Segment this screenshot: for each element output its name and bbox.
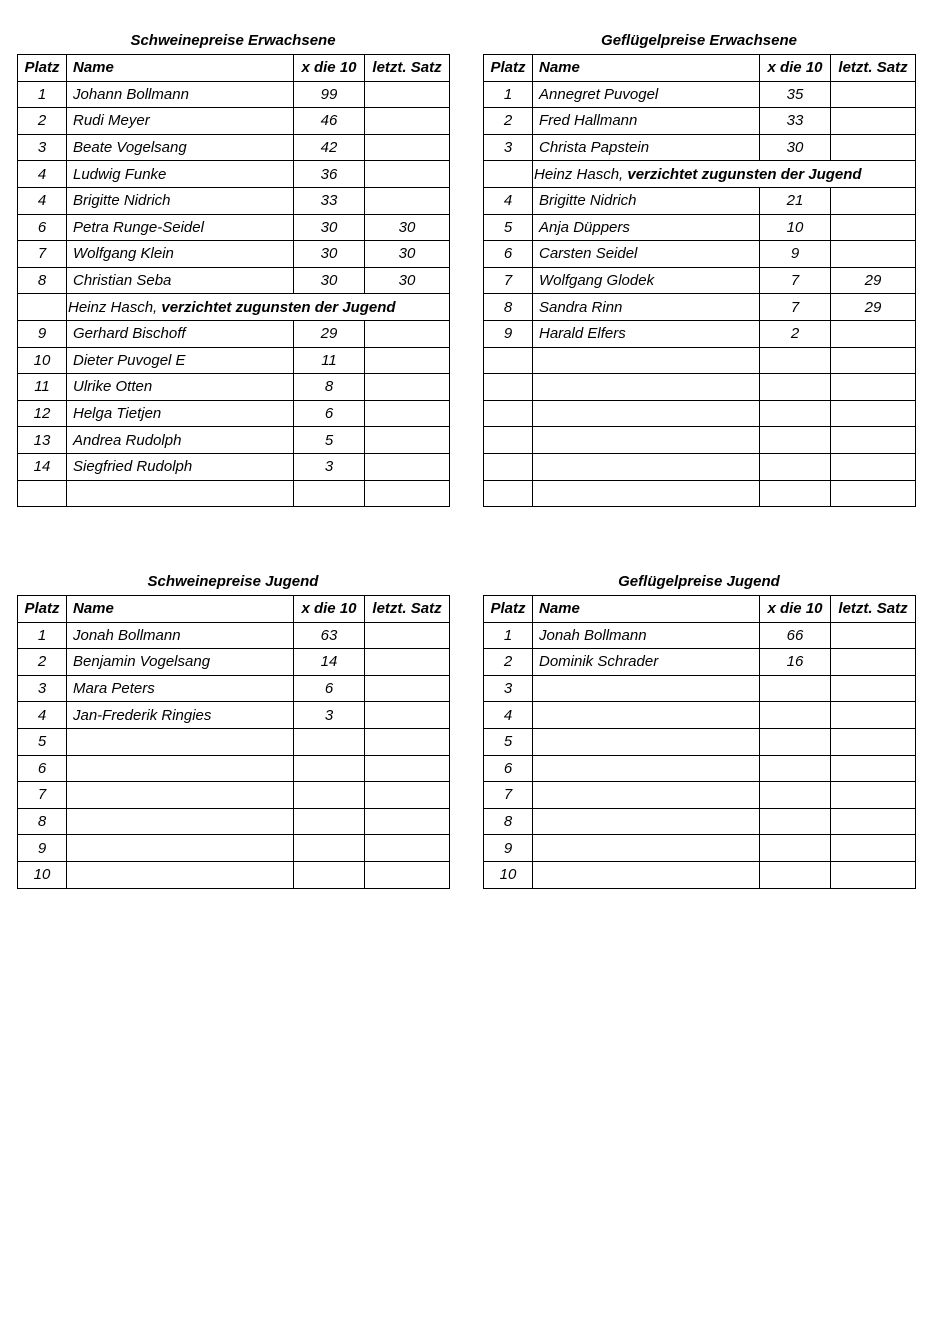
cell-name: Mara Peters [67, 675, 294, 702]
cell-platz: 5 [484, 214, 533, 241]
cell-x-die-10 [760, 427, 831, 454]
cell-x-die-10: 3 [294, 453, 365, 480]
cell-platz: 9 [484, 835, 533, 862]
cell-name [533, 427, 760, 454]
cell-x-die-10 [294, 835, 365, 862]
cell-platz: 2 [18, 649, 67, 676]
cell-name: Wolfgang Klein [67, 241, 294, 268]
cell-x-die-10 [760, 453, 831, 480]
cell-platz: 3 [18, 675, 67, 702]
table-row [484, 294, 916, 321]
table-title: Schweinepreise Jugend [147, 573, 319, 590]
note-name: Heinz Hasch, [534, 165, 628, 183]
cell-letzt-satz [365, 702, 450, 729]
cell-platz: 1 [484, 81, 533, 108]
cell-name: Jonah Bollmann [533, 622, 760, 649]
cell-platz: 8 [484, 808, 533, 835]
note-text: verzichtet zugunsten der Jugend [627, 165, 862, 183]
cell-platz: 2 [484, 108, 533, 135]
cell-name: Brigitte Nidrich [67, 187, 294, 214]
cell-name: Johann Bollmann [67, 81, 294, 108]
cell-name [67, 782, 294, 809]
table-row [484, 214, 916, 241]
cell-letzt-satz [365, 861, 450, 888]
cell-x-die-10: 35 [760, 81, 831, 108]
cell-x-die-10 [760, 782, 831, 809]
table-block-schwein-jugend [17, 568, 449, 889]
header-x-die-10: x die 10 [294, 596, 365, 623]
table-row [484, 81, 916, 108]
cell-letzt-satz [365, 480, 450, 507]
table-row [484, 808, 916, 835]
cell-platz: 14 [18, 453, 67, 480]
table-row [18, 755, 450, 782]
header-letzt-satz: letzt. Satz [831, 55, 916, 82]
cell-platz: 7 [484, 267, 533, 294]
cell-x-die-10: 6 [294, 400, 365, 427]
cell-letzt-satz: 30 [365, 241, 450, 268]
cell-name [533, 702, 760, 729]
cell-letzt-satz: 30 [365, 267, 450, 294]
table-row [18, 187, 450, 214]
cell-name: Andrea Rudolph [67, 427, 294, 454]
cell-letzt-satz [365, 320, 450, 347]
table-title: Geflügelpreise Erwachsene [601, 32, 797, 49]
cell-name: Dominik Schrader [533, 649, 760, 676]
cell-x-die-10: 14 [294, 649, 365, 676]
table-row [484, 267, 916, 294]
cell-letzt-satz [831, 835, 916, 862]
cell-name [533, 728, 760, 755]
cell-letzt-satz [365, 675, 450, 702]
cell-letzt-satz [831, 755, 916, 782]
cell-letzt-satz [365, 427, 450, 454]
cell-x-die-10: 7 [760, 294, 831, 321]
header-platz: Platz [18, 55, 67, 82]
cell-platz: 1 [484, 622, 533, 649]
cell-letzt-satz [831, 214, 916, 241]
cell-platz: 2 [484, 649, 533, 676]
cell-name: Christa Papstein [533, 134, 760, 161]
cell-platz: 12 [18, 400, 67, 427]
cell-x-die-10 [760, 861, 831, 888]
header-name: Name [67, 55, 294, 82]
results-table [483, 54, 916, 507]
cell-letzt-satz [831, 400, 916, 427]
table-row [484, 400, 916, 427]
table-row [18, 835, 450, 862]
cell-name [533, 782, 760, 809]
cell-platz [18, 480, 67, 507]
cell-x-die-10: 30 [294, 214, 365, 241]
cell-x-die-10: 30 [760, 134, 831, 161]
cell-x-die-10: 99 [294, 81, 365, 108]
cell-letzt-satz: 29 [831, 267, 916, 294]
table-row [18, 81, 450, 108]
cell-name: Christian Seba [67, 267, 294, 294]
header-platz: Platz [484, 55, 533, 82]
cell-platz: 9 [484, 320, 533, 347]
table-row [484, 782, 916, 809]
cell-name [533, 374, 760, 401]
cell-platz: 9 [18, 835, 67, 862]
cell-name: Gerhard Bischoff [67, 320, 294, 347]
table-row [18, 400, 450, 427]
cell-platz: 4 [18, 702, 67, 729]
cell-x-die-10 [760, 728, 831, 755]
table-row [484, 241, 916, 268]
cell-x-die-10: 33 [294, 187, 365, 214]
table-row [484, 835, 916, 862]
cell-platz: 1 [18, 622, 67, 649]
table-row [18, 347, 450, 374]
table-title: Schweinepreise Erwachsene [130, 32, 336, 49]
cell-letzt-satz [365, 453, 450, 480]
table-row [484, 728, 916, 755]
cell-platz: 4 [484, 702, 533, 729]
cell-platz: 7 [18, 241, 67, 268]
cell-letzt-satz [831, 649, 916, 676]
cell-letzt-satz [365, 755, 450, 782]
cell-letzt-satz [831, 808, 916, 835]
cell-name: Jan-Frederik Ringies [67, 702, 294, 729]
cell-letzt-satz [831, 622, 916, 649]
cell-x-die-10 [760, 675, 831, 702]
cell-x-die-10: 42 [294, 134, 365, 161]
cell-name [533, 675, 760, 702]
cell-x-die-10: 33 [760, 108, 831, 135]
cell-name [67, 861, 294, 888]
cell-x-die-10 [760, 835, 831, 862]
cell-x-die-10 [760, 400, 831, 427]
table-row [18, 480, 450, 507]
cell-letzt-satz [365, 81, 450, 108]
cell-name [533, 347, 760, 374]
cell-name [533, 835, 760, 862]
cell-name: Anja Düppers [533, 214, 760, 241]
cell-letzt-satz [365, 161, 450, 188]
header-x-die-10: x die 10 [760, 596, 831, 623]
cell-letzt-satz [831, 480, 916, 507]
table-row [18, 241, 450, 268]
cell-x-die-10: 2 [760, 320, 831, 347]
cell-platz: 10 [18, 861, 67, 888]
header-letzt-satz: letzt. Satz [365, 596, 450, 623]
header-platz: Platz [18, 596, 67, 623]
cell-letzt-satz [365, 187, 450, 214]
cell-x-die-10: 9 [760, 241, 831, 268]
header-name: Name [533, 596, 760, 623]
cell-letzt-satz [831, 728, 916, 755]
cell-letzt-satz [831, 134, 916, 161]
cell-platz: 11 [18, 374, 67, 401]
table-row [18, 453, 450, 480]
cell-platz: 8 [484, 294, 533, 321]
header-name: Name [67, 596, 294, 623]
cell-letzt-satz [831, 187, 916, 214]
cell-letzt-satz [365, 808, 450, 835]
table-row [484, 480, 916, 507]
cell-letzt-satz [831, 108, 916, 135]
cell-x-die-10 [760, 480, 831, 507]
cell-letzt-satz [365, 347, 450, 374]
cell-name: Jonah Bollmann [67, 622, 294, 649]
table-row [484, 453, 916, 480]
table-row [484, 320, 916, 347]
header-row [18, 596, 450, 623]
cell-name: Rudi Meyer [67, 108, 294, 135]
cell-name: Helga Tietjen [67, 400, 294, 427]
table-row [18, 702, 450, 729]
cell-name: Annegret Puvogel [533, 81, 760, 108]
table-row [18, 622, 450, 649]
cell-platz: 7 [18, 782, 67, 809]
cell-platz [18, 294, 67, 321]
table-row [18, 320, 450, 347]
table-row [18, 782, 450, 809]
cell-letzt-satz [831, 861, 916, 888]
cell-platz: 4 [484, 187, 533, 214]
cell-platz: 6 [484, 755, 533, 782]
cell-name [533, 861, 760, 888]
cell-letzt-satz [365, 622, 450, 649]
cell-letzt-satz [365, 728, 450, 755]
table-row [484, 649, 916, 676]
cell-platz: 9 [18, 320, 67, 347]
cell-letzt-satz [831, 427, 916, 454]
cell-x-die-10: 3 [294, 702, 365, 729]
cell-name [67, 808, 294, 835]
cell-name: Fred Hallmann [533, 108, 760, 135]
table-row [18, 861, 450, 888]
header-letzt-satz: letzt. Satz [831, 596, 916, 623]
cell-x-die-10: 30 [294, 241, 365, 268]
table-row [18, 374, 450, 401]
cell-name: Dieter Puvogel E [67, 347, 294, 374]
cell-name: Ludwig Funke [67, 161, 294, 188]
cell-name: Harald Elfers [533, 320, 760, 347]
header-x-die-10: x die 10 [760, 55, 831, 82]
cell-platz: 2 [18, 108, 67, 135]
cell-x-die-10: 36 [294, 161, 365, 188]
cell-letzt-satz [365, 374, 450, 401]
table-row [18, 161, 450, 188]
cell-platz [484, 453, 533, 480]
cell-platz: 3 [18, 134, 67, 161]
cell-platz [484, 400, 533, 427]
cell-letzt-satz [831, 453, 916, 480]
cell-x-die-10 [294, 782, 365, 809]
table-row [18, 294, 450, 321]
cell-name: Siegfried Rudolph [67, 453, 294, 480]
cell-letzt-satz [831, 347, 916, 374]
cell-x-die-10 [294, 480, 365, 507]
cell-platz: 1 [18, 81, 67, 108]
cell-x-die-10 [294, 728, 365, 755]
cell-platz: 10 [484, 861, 533, 888]
cell-name [67, 480, 294, 507]
cell-letzt-satz [831, 702, 916, 729]
table-row [484, 675, 916, 702]
cell-x-die-10 [294, 808, 365, 835]
table-row [18, 214, 450, 241]
cell-platz: 10 [18, 347, 67, 374]
cell-name: Ulrike Otten [67, 374, 294, 401]
cell-platz: 8 [18, 808, 67, 835]
cell-platz: 6 [18, 214, 67, 241]
cell-x-die-10: 16 [760, 649, 831, 676]
cell-x-die-10: 21 [760, 187, 831, 214]
table-row [484, 134, 916, 161]
header-row [484, 596, 916, 623]
cell-name [533, 480, 760, 507]
cell-note [67, 294, 450, 321]
cell-name: Carsten Seidel [533, 241, 760, 268]
table-row [484, 861, 916, 888]
header-letzt-satz: letzt. Satz [365, 55, 450, 82]
cell-letzt-satz [365, 835, 450, 862]
table-block-schwein-erwachsene [17, 27, 449, 507]
cell-x-die-10: 11 [294, 347, 365, 374]
table-row [18, 728, 450, 755]
cell-letzt-satz: 29 [831, 294, 916, 321]
table-row [484, 374, 916, 401]
header-row [484, 55, 916, 82]
cell-x-die-10: 29 [294, 320, 365, 347]
table-row [18, 108, 450, 135]
table-row [18, 808, 450, 835]
cell-note [533, 161, 916, 188]
cell-x-die-10: 6 [294, 675, 365, 702]
cell-x-die-10 [760, 347, 831, 374]
cell-letzt-satz [831, 81, 916, 108]
cell-x-die-10 [294, 755, 365, 782]
cell-platz [484, 347, 533, 374]
cell-x-die-10 [760, 374, 831, 401]
table-row [484, 161, 916, 188]
header-platz: Platz [484, 596, 533, 623]
cell-letzt-satz [365, 108, 450, 135]
cell-platz: 8 [18, 267, 67, 294]
cell-name: Beate Vogelsang [67, 134, 294, 161]
results-table [17, 595, 450, 889]
table-row [18, 267, 450, 294]
cell-platz: 3 [484, 134, 533, 161]
cell-x-die-10: 10 [760, 214, 831, 241]
cell-letzt-satz [831, 241, 916, 268]
results-table [17, 54, 450, 507]
cell-name [533, 400, 760, 427]
cell-x-die-10: 7 [760, 267, 831, 294]
cell-platz: 6 [18, 755, 67, 782]
cell-name: Wolfgang Glodek [533, 267, 760, 294]
table-title: Geflügelpreise Jugend [618, 573, 780, 590]
cell-x-die-10: 63 [294, 622, 365, 649]
cell-name: Sandra Rinn [533, 294, 760, 321]
cell-name: Petra Runge-Seidel [67, 214, 294, 241]
cell-name [67, 728, 294, 755]
results-table [483, 595, 916, 889]
cell-x-die-10: 66 [760, 622, 831, 649]
table-row [484, 755, 916, 782]
cell-platz [484, 480, 533, 507]
cell-name [67, 755, 294, 782]
cell-name: Benjamin Vogelsang [67, 649, 294, 676]
cell-name [533, 808, 760, 835]
cell-platz [484, 161, 533, 188]
table-block-gefluegel-jugend [483, 568, 915, 889]
header-name: Name [533, 55, 760, 82]
table-row [18, 649, 450, 676]
table-row [18, 675, 450, 702]
cell-letzt-satz [831, 374, 916, 401]
cell-name: Brigitte Nidrich [533, 187, 760, 214]
cell-letzt-satz [831, 320, 916, 347]
table-row [484, 622, 916, 649]
cell-x-die-10: 8 [294, 374, 365, 401]
cell-platz: 4 [18, 187, 67, 214]
table-block-gefluegel-erwachsene [483, 27, 915, 507]
table-row [484, 702, 916, 729]
cell-platz: 3 [484, 675, 533, 702]
cell-x-die-10 [294, 861, 365, 888]
cell-name [533, 453, 760, 480]
cell-platz [484, 427, 533, 454]
cell-platz: 4 [18, 161, 67, 188]
table-row [484, 427, 916, 454]
cell-letzt-satz [831, 675, 916, 702]
cell-letzt-satz [365, 649, 450, 676]
cell-letzt-satz [365, 134, 450, 161]
cell-letzt-satz: 30 [365, 214, 450, 241]
cell-letzt-satz [831, 782, 916, 809]
header-row [18, 55, 450, 82]
cell-x-die-10: 30 [294, 267, 365, 294]
note-name: Heinz Hasch, [68, 298, 162, 316]
cell-x-die-10: 5 [294, 427, 365, 454]
cell-letzt-satz [365, 400, 450, 427]
cell-platz: 5 [18, 728, 67, 755]
cell-name [533, 755, 760, 782]
header-x-die-10: x die 10 [294, 55, 365, 82]
cell-platz: 7 [484, 782, 533, 809]
table-row [18, 427, 450, 454]
cell-x-die-10 [760, 755, 831, 782]
table-row [484, 108, 916, 135]
cell-letzt-satz [365, 782, 450, 809]
cell-platz [484, 374, 533, 401]
cell-x-die-10: 46 [294, 108, 365, 135]
cell-platz: 5 [484, 728, 533, 755]
table-row [484, 187, 916, 214]
note-text: verzichtet zugunsten der Jugend [161, 298, 396, 316]
cell-platz: 6 [484, 241, 533, 268]
table-row [484, 347, 916, 374]
cell-platz: 13 [18, 427, 67, 454]
cell-name [67, 835, 294, 862]
table-row [18, 134, 450, 161]
cell-x-die-10 [760, 808, 831, 835]
cell-x-die-10 [760, 702, 831, 729]
